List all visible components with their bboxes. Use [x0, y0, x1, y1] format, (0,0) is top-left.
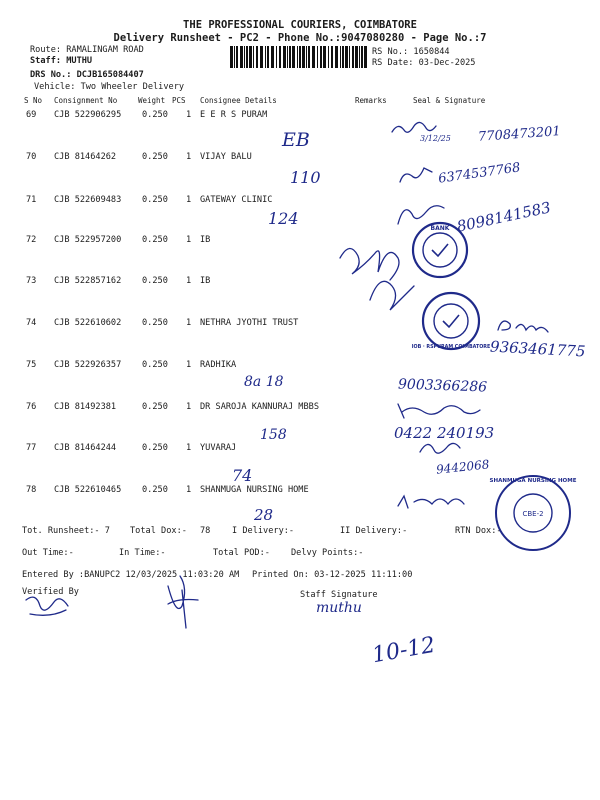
- row-sno: 72: [26, 235, 37, 245]
- row-consignee: DR SAROJA KANNURAJ MBBS: [200, 402, 319, 412]
- row-consignee: IB: [200, 235, 211, 245]
- barcode-bar: [361, 46, 363, 68]
- hw-remark-69: EB: [282, 129, 310, 151]
- hw-phone-70: 6374537768: [437, 160, 522, 187]
- barcode-bar: [246, 46, 248, 68]
- barcode-bar: [359, 46, 360, 68]
- barcode-bar: [342, 46, 344, 68]
- barcode-bar: [340, 46, 341, 68]
- row-consignment: CJB 81464262: [54, 152, 117, 162]
- row-sno: 70: [26, 152, 37, 162]
- row-consignment: CJB 522609483: [54, 195, 122, 205]
- row-consignment: CJB 522610602: [54, 318, 122, 328]
- row-consignment: CJB 522906295: [54, 110, 122, 120]
- vehicle: Vehicle: Two Wheeler Delivery: [34, 82, 185, 92]
- drs-number: DRS No.: DCJB165084407: [30, 70, 144, 80]
- row-consignment: CJB 522957200: [54, 235, 122, 245]
- stamp-bank-1-label: BANK: [430, 225, 450, 232]
- row-consignment: CJB 522610465: [54, 485, 122, 495]
- printed-on: Printed On: 03-12-2025 11:11:00: [252, 570, 413, 580]
- row-sno: 73: [26, 276, 37, 286]
- row-consignment: CJB 522857162: [54, 276, 122, 286]
- row-pcs: 1: [186, 402, 192, 412]
- verified-by: Verified By: [22, 587, 79, 597]
- stamp-nursing-home: [489, 472, 577, 554]
- barcode-bar: [271, 46, 274, 68]
- barcode-bar: [292, 46, 295, 68]
- hw-phone-74: 9363461775: [489, 337, 586, 361]
- row-weight: 0.250: [142, 276, 168, 286]
- row-consignment: CJB 81492381: [54, 402, 117, 412]
- barcode-bar: [355, 46, 358, 68]
- hw-remark-75: 8a 18: [244, 374, 284, 390]
- barcode-bar: [230, 46, 233, 68]
- row-weight: 0.250: [142, 443, 168, 453]
- hw-phone-76: 0422 240193: [394, 424, 495, 442]
- row-sno: 76: [26, 402, 37, 412]
- signature-center: [168, 576, 198, 628]
- hw-staff-signature: muthu: [316, 600, 362, 616]
- barcode-bar: [234, 46, 235, 68]
- barcode-bar: [302, 46, 305, 68]
- ii-delivery: II Delivery:-: [340, 526, 408, 536]
- row-weight: 0.250: [142, 318, 168, 328]
- row-consignee: GATEWAY CLINIC: [200, 195, 273, 205]
- signature-72: [340, 248, 399, 280]
- barcode-bar: [328, 46, 329, 68]
- row-weight: 0.250: [142, 235, 168, 245]
- row-pcs: 1: [186, 152, 192, 162]
- row-pcs: 1: [186, 443, 192, 453]
- row-weight: 0.250: [142, 360, 168, 370]
- hw-remark-78b: 28: [254, 506, 274, 524]
- col-remarks: Remarks: [355, 96, 387, 105]
- hw-remark-77: 158: [260, 427, 287, 443]
- hw-phone-77: 9442068: [435, 457, 491, 477]
- barcode-bar: [244, 46, 245, 68]
- signature-verified: [26, 597, 68, 615]
- row-pcs: 1: [186, 485, 192, 495]
- row-pcs: 1: [186, 360, 192, 370]
- row-sno: 71: [26, 195, 37, 205]
- barcode-bar: [323, 46, 326, 68]
- row-weight: 0.250: [142, 152, 168, 162]
- barcode-bar: [331, 46, 333, 68]
- barcode-bar: [352, 46, 354, 68]
- hw-remark-78: 74: [232, 466, 253, 485]
- company-name: THE PROFESSIONAL COURIERS, COIMBATORE: [183, 19, 417, 31]
- row-consignee: RADHIKA: [200, 360, 237, 370]
- stamp-bank-2: [411, 290, 491, 352]
- stamp-nursing-home-label: SHANMUGA NURSING HOME: [489, 478, 577, 484]
- barcode-bar: [279, 46, 281, 68]
- row-consignment: CJB 522926357: [54, 360, 122, 370]
- in-time: In Time:-: [119, 548, 166, 558]
- col-consignment: Consignment No: [54, 96, 118, 105]
- barcode-bar: [306, 46, 307, 68]
- barcode-bar: [335, 46, 338, 68]
- delvy-points: Delvy Points:-: [291, 548, 364, 558]
- total-dox-value: 78: [200, 526, 211, 536]
- col-consignee: Consignee Details: [200, 96, 277, 105]
- barcode: [230, 46, 368, 68]
- barcode-bar: [253, 46, 254, 68]
- hw-remark-70: 110: [290, 168, 321, 187]
- row-pcs: 1: [186, 276, 192, 286]
- barcode-bar: [260, 46, 263, 68]
- rs-date: RS Date: 03-Dec-2025: [372, 58, 476, 68]
- barcode-bar: [297, 46, 298, 68]
- hw-bottom-note: 10-12: [370, 632, 438, 669]
- entered-by: Entered By :BANUPC2 12/03/2025 11:03:20 AM: [22, 570, 240, 580]
- stamp-bank-2-label: IOB · RSPURAM COIMBATORE: [411, 345, 491, 350]
- out-time: Out Time:-: [22, 548, 74, 558]
- row-pcs: 1: [186, 235, 192, 245]
- row-consignee: IB: [200, 276, 211, 286]
- rtn-dox: RTN Dox:-: [455, 526, 502, 536]
- staff: Staff: MUTHU: [30, 56, 93, 66]
- barcode-bar: [283, 46, 286, 68]
- col-seal-signature: Seal & Signature: [413, 96, 486, 105]
- barcode-bar: [265, 46, 266, 68]
- signature-76: [398, 404, 480, 418]
- row-pcs: 1: [186, 318, 192, 328]
- signature-69: [392, 122, 436, 132]
- col-weight: Weight: [138, 96, 166, 105]
- hw-phone-69: 7708473201: [477, 124, 562, 145]
- row-sno: 69: [26, 110, 37, 120]
- runsheet-title: Delivery Runsheet - PC2 - Phone No.:9047080280 - Page No.:7: [113, 32, 487, 44]
- row-consignee: NETHRA JYOTHI TRUST: [200, 318, 299, 328]
- rs-number: RS No.: 1650844: [372, 47, 450, 57]
- row-sno: 74: [26, 318, 37, 328]
- row-consignee: YUVARAJ: [200, 443, 237, 453]
- row-consignee: SHANMUGA NURSING HOME: [200, 485, 309, 495]
- row-consignment: CJB 81464244: [54, 443, 117, 453]
- row-sno: 77: [26, 443, 37, 453]
- barcode-bar: [345, 46, 348, 68]
- total-dox-label: Total Dox:-: [130, 526, 187, 536]
- signature-78: [398, 496, 464, 508]
- barcode-bar: [256, 46, 258, 68]
- signature-73: [370, 281, 414, 310]
- barcode-bar: [349, 46, 350, 68]
- route: Route: RAMALINGAM ROAD: [30, 45, 144, 55]
- total-pod: Total POD:-: [213, 548, 270, 558]
- barcode-bar: [312, 46, 315, 68]
- barcode-bar: [236, 46, 238, 68]
- signature-77: [420, 443, 460, 453]
- barcode-bar: [299, 46, 301, 68]
- barcode-bar: [267, 46, 269, 68]
- row-sno: 75: [26, 360, 37, 370]
- col-pcs: PCS: [172, 96, 186, 105]
- barcode-bar: [320, 46, 322, 68]
- barcode-bar: [240, 46, 243, 68]
- row-consignee: VIJAY BALU: [200, 152, 252, 162]
- stamp-bank-1: [410, 220, 470, 280]
- row-weight: 0.250: [142, 110, 168, 120]
- row-weight: 0.250: [142, 195, 168, 205]
- hw-phone-71: 8098141583: [455, 198, 553, 236]
- stamp-nursing-home-center: CBE-2: [522, 510, 544, 518]
- row-weight: 0.250: [142, 485, 168, 495]
- barcode-bar: [287, 46, 288, 68]
- row-weight: 0.250: [142, 402, 168, 412]
- signature-70: [400, 168, 432, 182]
- barcode-bar: [276, 46, 277, 68]
- hw-phone-75: 9003366286: [397, 376, 488, 396]
- barcode-bar: [308, 46, 310, 68]
- signature-74: [498, 321, 548, 332]
- row-consignee: E E R S PURAM: [200, 110, 268, 120]
- hw-date-69: 3/12/25: [420, 134, 451, 143]
- row-pcs: 1: [186, 195, 192, 205]
- col-sno: S No: [24, 96, 43, 105]
- row-pcs: 1: [186, 110, 192, 120]
- staff-signature-label: Staff Signature: [300, 590, 378, 600]
- barcode-bar: [364, 46, 367, 68]
- row-sno: 78: [26, 485, 37, 495]
- tot-runsheet: Tot. Runsheet:- 7: [22, 526, 110, 536]
- i-delivery: I Delivery:-: [232, 526, 295, 536]
- barcode-bar: [249, 46, 252, 68]
- barcode-bar: [317, 46, 318, 68]
- barcode-bar: [289, 46, 291, 68]
- hw-remark-71: 124: [268, 209, 299, 228]
